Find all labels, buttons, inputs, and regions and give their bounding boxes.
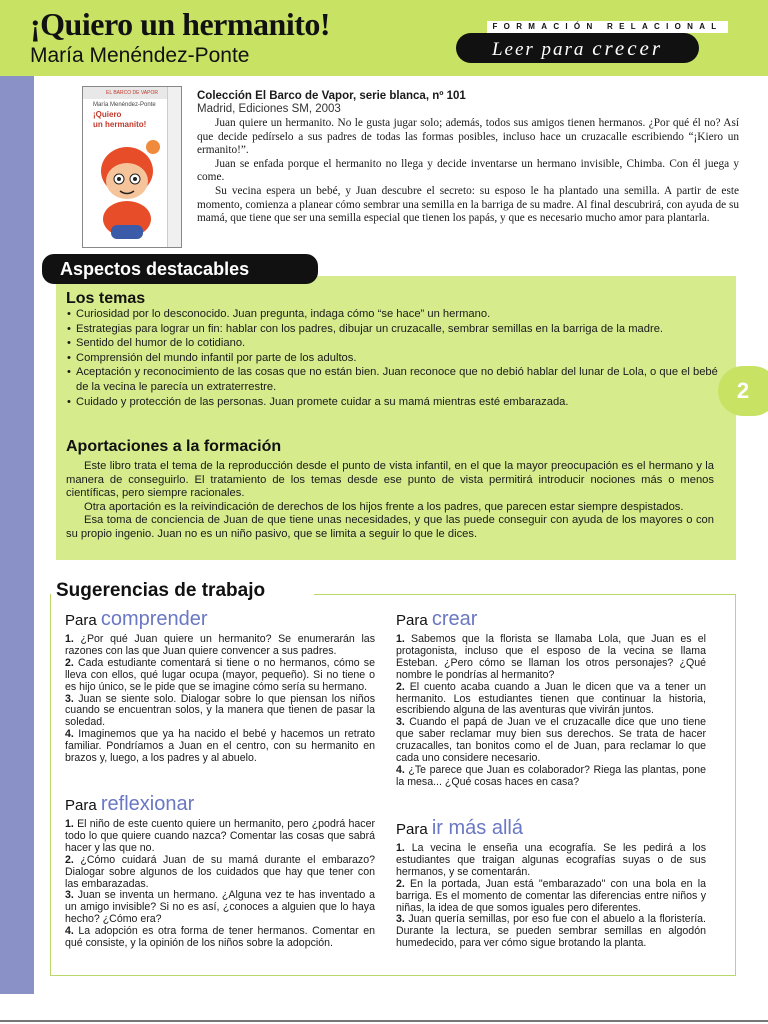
list-item: • Cuidado y protección de las personas. Juan promete cuidar a su mamá mientras esté embarazada. (64, 395, 724, 410)
suggestion-item (65, 855, 375, 891)
cover-author: María Menéndez-Ponte (93, 102, 156, 108)
suggestion-item (396, 843, 706, 879)
cover-title (93, 110, 146, 130)
section-reflexionar (65, 793, 375, 950)
item-text: Juan se siente solo. Dialogar sobre lo que piensan los niños cuando se encuentran solos, y la manera que tienen de pasar la soledad. (65, 692, 375, 729)
left-sidebar-band (0, 76, 34, 994)
item-number: 1. (65, 633, 74, 645)
cover-title-line-2: un hermanito! (93, 120, 147, 129)
item-number: 1. (396, 633, 405, 645)
book-cover-image (82, 86, 182, 248)
item-text: ¿Cómo cuidará Juan de su mamá durante el embarazo? Dialogar sobre algunos de los cuidados que hay que tener con las embarazadas. (65, 853, 375, 890)
item-number: 2. (65, 656, 74, 669)
item-number: 2. (396, 680, 405, 693)
series-tag: FORMACIÓN RELACIONAL (487, 21, 728, 33)
list-item: • Curiosidad por lo desconocido. Juan pregunta, indaga cómo “se hace” un hermano. (64, 307, 724, 322)
aport-paragraph: Esa toma de conciencia de Juan de que tiene unas necesidades, y que las puede conseguir con ayuda de los mayores o con su propio ingenio. Juan no es un niño pasivo, que se limita a seguir lo que le dices. (66, 514, 714, 540)
section-comprender (65, 608, 375, 765)
suggestion-list (396, 843, 706, 950)
aport-paragraph: Otra aportación es la reivindicación de derechos de los hijos frente a los padres, que parecen estar siempre despistados. (84, 500, 684, 513)
suggestion-item (396, 634, 706, 682)
cover-spine (167, 87, 182, 247)
item-number: 2. (396, 877, 405, 890)
cover-title-line-1: ¡Quiero (93, 110, 122, 119)
subheading-accent: comprender (100, 608, 208, 630)
aport-heading: Aportaciones a la formación (66, 438, 282, 455)
suggestion-list (65, 819, 375, 950)
para-word: Para (396, 612, 428, 629)
para-word: Para (65, 797, 97, 814)
item-text: Imaginemos que ya ha nacido el bebé y hacemos un retrato familiar. Pondríamos a Juan en el centro, con su hermanito en brazos y, luego, a los padres y al abuelo. (65, 728, 375, 765)
suggestion-item (65, 634, 375, 658)
subheading (396, 817, 706, 840)
item-text: El niño de este cuento quiere un hermanito, pero ¿podrá hacer todo lo que quiere cuando nazca? Comentar las cosas que sabrá hacer y las que no. (65, 818, 375, 854)
list-item: • Estrategias para lograr un fin: hablar con los padres, dibujar un cruzacalle, sembrar semillas en la barriga de la madre. (64, 322, 724, 337)
subheading-accent: reflexionar (100, 793, 195, 815)
suggestion-item (396, 682, 706, 718)
brand-logo (456, 33, 699, 63)
suggestion-item (65, 729, 375, 765)
item-number: 3. (65, 889, 74, 902)
item-text: ¿Te parece que Juan es colaborador? Riega las plantas, pone la mesa... ¿Qué cosas haces en casa? (396, 763, 706, 788)
aport-paragraph: Este libro trata el tema de la reproducción desde el punto de vista infantil, en el que la mayor preocupación es el hermano y la manera de conseguirlo. El tratamiento de los temas desde ese punto de vista permitirá introducir nociones más o menos científicas, pero siempre racionales. (66, 460, 714, 499)
item-number: 3. (65, 692, 74, 705)
brand-big: crecer (592, 36, 664, 60)
suggestion-item (396, 914, 706, 950)
book-info (197, 90, 739, 226)
subheading (396, 608, 706, 631)
list-item: • Sentido del humor de lo cotidiano. (64, 336, 724, 351)
item-number: 3. (396, 913, 405, 926)
subheading-accent: ir más allá (431, 817, 523, 839)
page-title: ¡Quiero un hermanito! (30, 6, 331, 42)
page-number-badge: 2 (718, 366, 768, 416)
item-text: ¿Por qué Juan quiere un hermanito? Se enumerarán las razones con las que Juan quiere convencer a sus padres. (65, 633, 375, 657)
synopsis-paragraph: Juan se enfada porque el hermanito no llega y decide inventarse un hermano invisible, Chimba. Con él juega y come. (197, 157, 739, 184)
suggestion-item (65, 694, 375, 730)
suggestion-item (396, 717, 706, 765)
item-text: El cuento acaba cuando a Juan le dicen que va a tener un hermanito. Los estudiantes tienen que continuar la historia, escribiendo alguna de las aventuras que vivirán juntos. (396, 680, 706, 717)
boy-illustration-icon (93, 129, 165, 241)
suggestion-item (65, 926, 375, 950)
aport-text (66, 460, 714, 541)
suggestion-item (65, 819, 375, 855)
suggestions-heading: Sugerencias de trabajo (56, 580, 266, 601)
item-number: 3. (396, 716, 405, 729)
suggestion-list (396, 634, 706, 789)
book-author: María Menéndez-Ponte (30, 44, 250, 67)
brand-pre: Leer para (491, 39, 593, 60)
list-item: • Aceptación y reconocimiento de las cosas que no están bien. Juan reconoce que no debió hablar del lunar de Lola, o que el bebé de la vecina le parecía un extraterrestre. (64, 365, 724, 394)
item-number: 4. (65, 925, 74, 938)
suggestion-item (396, 879, 706, 915)
item-number: 1. (65, 818, 74, 830)
item-text: Juan quería semillas, por eso fue con el abuelo a la floristería. Durante la lectura, se pueden sembrar semillas en algodón humedecido, para ver cómo sigue brotando la planta. (396, 913, 706, 950)
para-word: Para (396, 821, 428, 838)
item-number: 4. (65, 728, 74, 741)
item-text: Cada estudiante comentará si tiene o no hermanos, cómo se lleva con ellos, qué lugar ocupa (mayor, pequeño). Si no tiene o es hijo único, se le pide que se imagine cómo sería su hermano. (65, 656, 375, 693)
subheading-accent: crear (431, 608, 478, 630)
synopsis (197, 117, 739, 226)
themes-list (64, 307, 724, 409)
list-item: • Comprensión del mundo infantil por parte de los adultos. (64, 351, 724, 366)
item-number: 2. (65, 853, 74, 866)
suggestion-item (65, 658, 375, 694)
suggestions-top-rule (314, 594, 736, 595)
book-collection: Colección El Barco de Vapor, serie blanca, nº 101 (197, 90, 466, 102)
book-publisher: Madrid, Ediciones SM, 2003 (197, 103, 341, 115)
bottom-rule (0, 1020, 768, 1022)
item-text: Juan se inventa un hermano. ¿Alguna vez te has inventado a un amigo invisible? Si no es así, ¿conoces a alguien que lo haya hecho? ¿Cómo era? (65, 889, 375, 926)
aspects-heading: Aspectos destacables (42, 254, 318, 284)
item-text: Cuando el papá de Juan ve el cruzacalle dice que uno tiene que saber reclamar muy bien sus derechos. Se trata de hacer cruzacalles, tan bonitos como el de Juan, para reclamar lo que cada uno considere necesario. (396, 716, 706, 765)
item-text: La vecina le enseña una ecografía. Se les pedirá a los estudiantes que traigan algunas ecografías suyas o de sus hermanos, y se comentarán. (396, 842, 706, 878)
item-text: En la portada, Juan está "embarazado" con una bola en la barriga. Es el momento de comentar las diferencias entre niños y niñas, la idea de que somos iguales pero diferentes. (396, 877, 706, 914)
subheading (65, 793, 375, 816)
item-text: Sabemos que la florista se llamaba Lola, que Juan es el protagonista, incluso que el esposo de la vecina se llama Esteban. ¿Pero cómo se llaman los otros personajes? ¿Qué nombre le pondrías al hermanito? (396, 633, 706, 681)
para-word: Para (65, 612, 97, 629)
section-ir-mas-alla (396, 817, 706, 950)
subheading (65, 608, 375, 631)
themes-heading: Los temas (66, 290, 146, 307)
item-number: 1. (396, 842, 405, 854)
synopsis-paragraph: Su vecina espera un bebé, y Juan descubre el secreto: su esposo le ha plantado una semilla. A partir de este momento, comienza a planear cómo sembrar una semilla en la barriga de su madre. Al final descubrirá, con ayuda de su mamá, que tiene que ser una semilla especial que tienen los papás, y que es necesario mucho amor para plantarla. (197, 184, 739, 225)
suggestion-list (65, 634, 375, 765)
cover-publisher: EL BARCO DE VAPOR (83, 87, 181, 99)
suggestion-item (396, 765, 706, 789)
synopsis-paragraph: Juan quiere un hermanito. No le gusta jugar solo; además, todos sus amigos tienen hermanos. ¿Por qué él no? Así que decide pedírselo a sus padres de todas las formas posibles, incluso hace un cruzacalle escribiendo “¡Kiero un ermanito!”. (197, 117, 739, 157)
suggestion-item (65, 890, 375, 926)
item-number: 4. (396, 763, 405, 776)
section-crear (396, 608, 706, 789)
item-text: La adopción es otra forma de tener hermanos. Comentar en qué consiste, y la opinión de los niños sobre la adopción. (65, 925, 375, 950)
